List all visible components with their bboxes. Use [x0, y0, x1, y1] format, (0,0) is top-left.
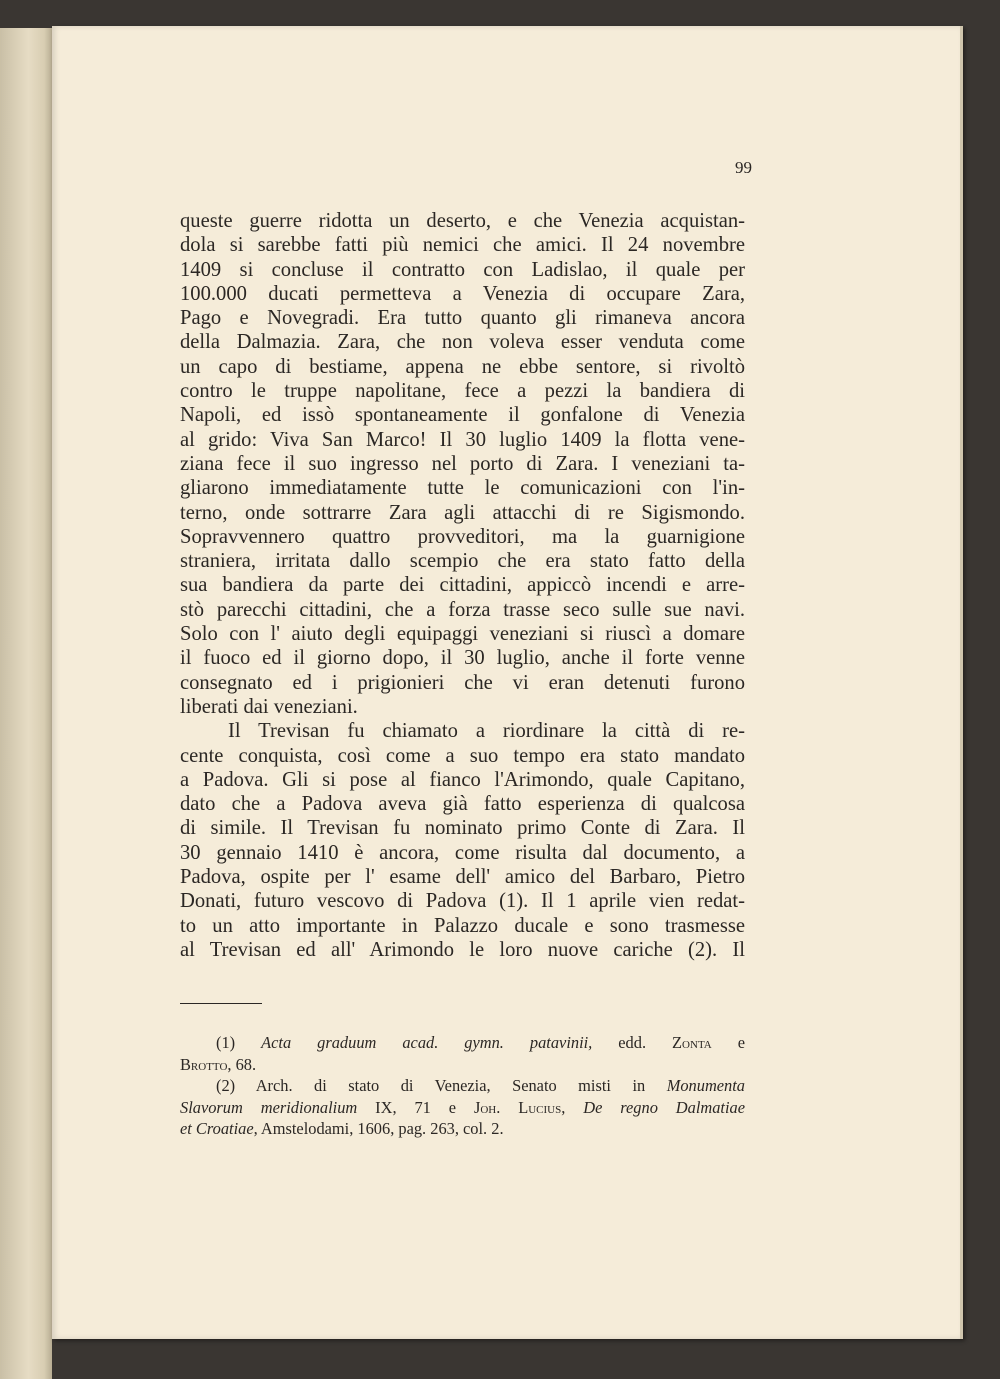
- footnote-1-line: [180, 1032, 745, 1054]
- footnote-2-line: [180, 1097, 745, 1119]
- footnote-separator: [180, 1003, 262, 1004]
- footnote-2-line: [180, 1118, 745, 1140]
- footnote-marker: (1): [216, 1033, 262, 1052]
- footnote-author: Joh. Lucius: [473, 1097, 562, 1117]
- text-line: dato che a Padova aveva già fatto esperienza di qualcosa: [180, 793, 745, 816]
- footnote-text: , 68.: [227, 1054, 257, 1074]
- footnote-title: Slavorum meridionalium: [180, 1097, 358, 1117]
- text-line: della Dalmazia. Zara, che non voleva esser venduta come: [180, 331, 745, 354]
- text-line: al grido: Viva San Marco! Il 30 luglio 1409 la flotta vene-: [180, 428, 745, 451]
- text-line: Il Trevisan fu chiamato a riordinare la città di re-: [228, 720, 745, 743]
- footnote-author: Brotto: [180, 1054, 228, 1074]
- footnote-text: ,: [561, 1097, 584, 1117]
- text-line: di simile. Il Trevisan fu nominato primo Conte di Zara. Il: [180, 817, 745, 840]
- footnote-title: Monumenta: [666, 1076, 745, 1095]
- text-line: cente conquista, così come a suo tempo era stato mandato: [180, 744, 745, 767]
- text-line: Pago e Novegradi. Era tutto quanto gli rimaneva ancora: [180, 307, 745, 330]
- book-spine-edge: [0, 28, 52, 1379]
- text-line: to un atto importante in Palazzo ducale e sono trasmesse: [180, 914, 745, 937]
- text-line: sua bandiera da parte dei cittadini, appiccò incendi e arre-: [180, 574, 745, 597]
- footnote-text: (2) Arch. di stato di Venezia, Senato misti in: [216, 1076, 667, 1095]
- text-line: liberati dai veneziani.: [180, 695, 358, 718]
- text-line: 30 gennaio 1410 è ancora, come risulta dal documento, a: [180, 841, 745, 864]
- text-line: gliarono immediatamente tutte le comunicazioni con l'in-: [180, 477, 745, 500]
- text-line: Padova, ospite per l' esame dell' amico del Barbaro, Pietro: [180, 866, 745, 889]
- footnote-text: edd.: [592, 1033, 673, 1052]
- footnote-title: Acta graduum acad. gymn. patavinii,: [261, 1033, 593, 1052]
- text-line: contro le truppe napolitane, fece a pezzi la bandiera di: [180, 380, 745, 403]
- text-line: ziana fece il suo ingresso nel porto di Zara. I veneziani ta-: [180, 452, 745, 475]
- text-line: terno, onde sottrarre Zara agli attacchi di re Sigismondo.: [180, 501, 745, 524]
- text-line: Sopravvennero quattro provveditori, ma la guarnigione: [180, 525, 745, 548]
- footnote-1-line: [180, 1054, 745, 1076]
- text-line: 1409 si concluse il contratto con Ladislao, il quale per: [180, 258, 745, 281]
- text-line: straniera, irritata dallo scempio che era stato fatto della: [180, 550, 745, 573]
- footnotes: [180, 1032, 745, 1140]
- text-line: il fuoco ed il giorno dopo, il 30 luglio, anche il forte venne: [180, 647, 745, 670]
- text-line: Donati, futuro vescovo di Padova (1). Il 1 aprile vien redat-: [180, 890, 745, 913]
- footnote-title: De regno Dalmatiae: [583, 1097, 745, 1117]
- text-line: stò parecchi cittadini, che a forza trasse seco sulle sue navi.: [180, 598, 745, 621]
- page-number: 99: [735, 158, 752, 177]
- text-line: consegnato ed i prigionieri che vi eran detenuti furono: [180, 671, 745, 694]
- text-line: a Padova. Gli si pose al fianco l'Arimondo, quale Capitano,: [180, 768, 745, 791]
- footnote-text: IX, 71 e: [357, 1097, 474, 1117]
- text-line: 100.000 ducati permetteva a Venezia di occupare Zara,: [180, 282, 745, 305]
- text-line: queste guerre ridotta un deserto, e che Venezia acquistan-: [180, 210, 745, 232]
- footnote-2-line: [180, 1075, 745, 1097]
- text-line: un capo di bestiame, appena ne ebbe sentore, si rivoltò: [180, 355, 745, 378]
- footnote-text: e: [711, 1033, 746, 1052]
- text-line: Solo con l' aiuto degli equipaggi veneziani si riuscì a domare: [180, 623, 745, 646]
- text-line: al Trevisan ed all' Arimondo le loro nuove cariche (2). Il: [180, 938, 745, 961]
- footnote-title: et Croatiae: [180, 1119, 254, 1138]
- text-line: dola si sarebbe fatti più nemici che amici. Il 24 novembre: [180, 234, 745, 257]
- footnote-text: , Amstelodami, 1606, pag. 263, col. 2.: [253, 1119, 504, 1138]
- text-line: Napoli, ed issò spontaneamente il gonfalone di Venezia: [180, 404, 745, 427]
- footnote-author: Zonta: [672, 1033, 712, 1052]
- body-text: [180, 209, 745, 962]
